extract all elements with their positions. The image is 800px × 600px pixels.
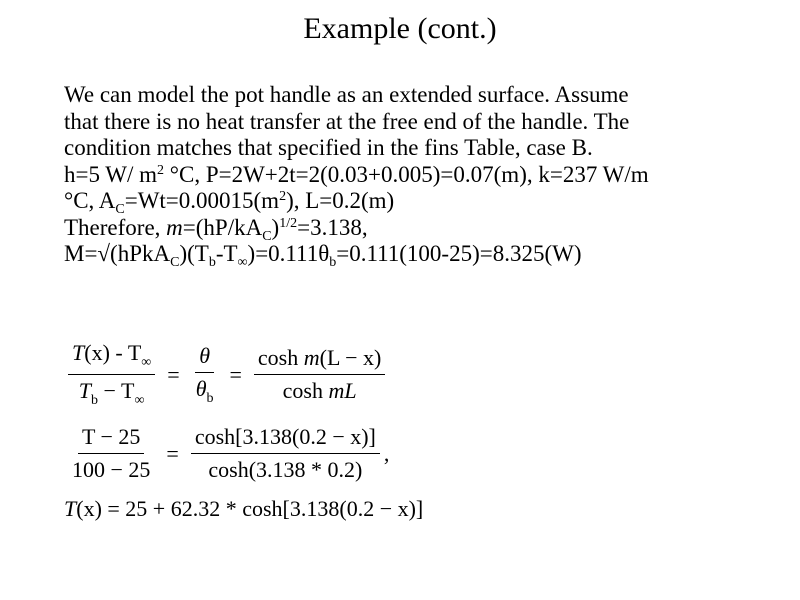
equals-sign: = [167,361,180,387]
numerator [254,345,385,375]
denominator [192,373,218,407]
math-text: (L − x) [319,345,382,370]
text-segment: =3.138, [297,214,368,240]
text-line-6 [64,215,784,242]
math-text: (x) = 25 + 62.32 * cosh[3.138(0.2 − x)] [76,496,424,521]
fraction-right [191,424,380,483]
slide-title: Example (cont.) [303,12,497,45]
math-symbol: T [72,340,85,365]
subscript: b [206,390,214,406]
text-line-7 [64,241,784,268]
subscript: b [208,255,216,270]
fraction-temperature-excess [68,340,155,409]
subscript: ∞ [237,255,248,270]
denominator [279,375,361,404]
text-line-4 [64,162,784,189]
equals-sign: = [229,361,242,387]
equals-sign: = [166,440,179,466]
text-line-3: condition matches that specified in the fins Table, case B. [64,135,593,160]
subscript: b [91,393,99,408]
equation-temperature-ratio [64,340,389,409]
numerator: T − 25 [78,424,144,454]
subscript: ∞ [134,393,145,408]
text-segment: -T [215,241,238,266]
text-line-5 [64,188,784,215]
subscript: C [262,228,272,244]
subscript: ∞ [141,355,152,370]
math-symbol: θ [199,342,210,368]
equation-numeric-ratio [64,424,389,483]
text-segment: =0.111(100-25)=8.325(W) [336,241,582,266]
numerator [195,343,214,373]
math-text: cosh [282,378,323,403]
fraction-theta-ratio [192,343,218,407]
text-line-1: We can model the pot handle as an extended surface. Assume [64,82,629,107]
text-segment: ) [271,214,280,240]
denominator [75,375,149,409]
text-segment: )(T [179,241,209,266]
equation-temperature-distribution [64,496,423,522]
text-segment: Therefore, [64,214,167,240]
numerator: cosh[3.138(0.2 − x)] [191,424,380,454]
text-segment: h=5 W/ m [64,161,158,187]
superscript: 1/2 [279,215,298,231]
math-symbol: T [64,496,77,521]
text-segment: °C, P=2W+2t=2(0.03+0.005)=0.07(m), k=237 W/m [164,161,649,187]
explanation-text [64,82,784,268]
text-segment: ), L=0.2(m) [286,188,395,213]
text-segment: )=0.111θ [247,241,330,266]
math-symbol: mL [328,378,357,403]
fraction-cosh-ratio [254,345,385,404]
text-segment: =Wt=0.00015(m [124,188,280,213]
math-text: cosh [257,345,299,370]
comma: , [383,440,390,466]
text-line-2: that there is no heat transfer at the free end of the handle. The [64,108,630,134]
italic-symbol: m [166,214,183,240]
denominator: cosh(3.138 * 0.2) [208,457,363,482]
numerator [68,340,155,375]
math-symbol: T [78,378,92,403]
subscript: b [329,255,337,270]
text-segment: °C, A [64,188,116,213]
subscript: C [170,255,180,270]
superscript: 2 [157,162,165,178]
math-text: − T [98,378,135,403]
subscript: C [115,202,125,217]
denominator: 100 − 25 [72,457,151,482]
math-symbol: θ [195,375,207,401]
math-symbol: m [303,345,320,370]
text-segment: =(hP/kA [182,214,263,240]
math-text: (x) - T [84,340,142,365]
fraction-left [68,424,154,483]
text-segment: M=√(hPkA [64,241,171,266]
superscript: 2 [279,189,287,204]
